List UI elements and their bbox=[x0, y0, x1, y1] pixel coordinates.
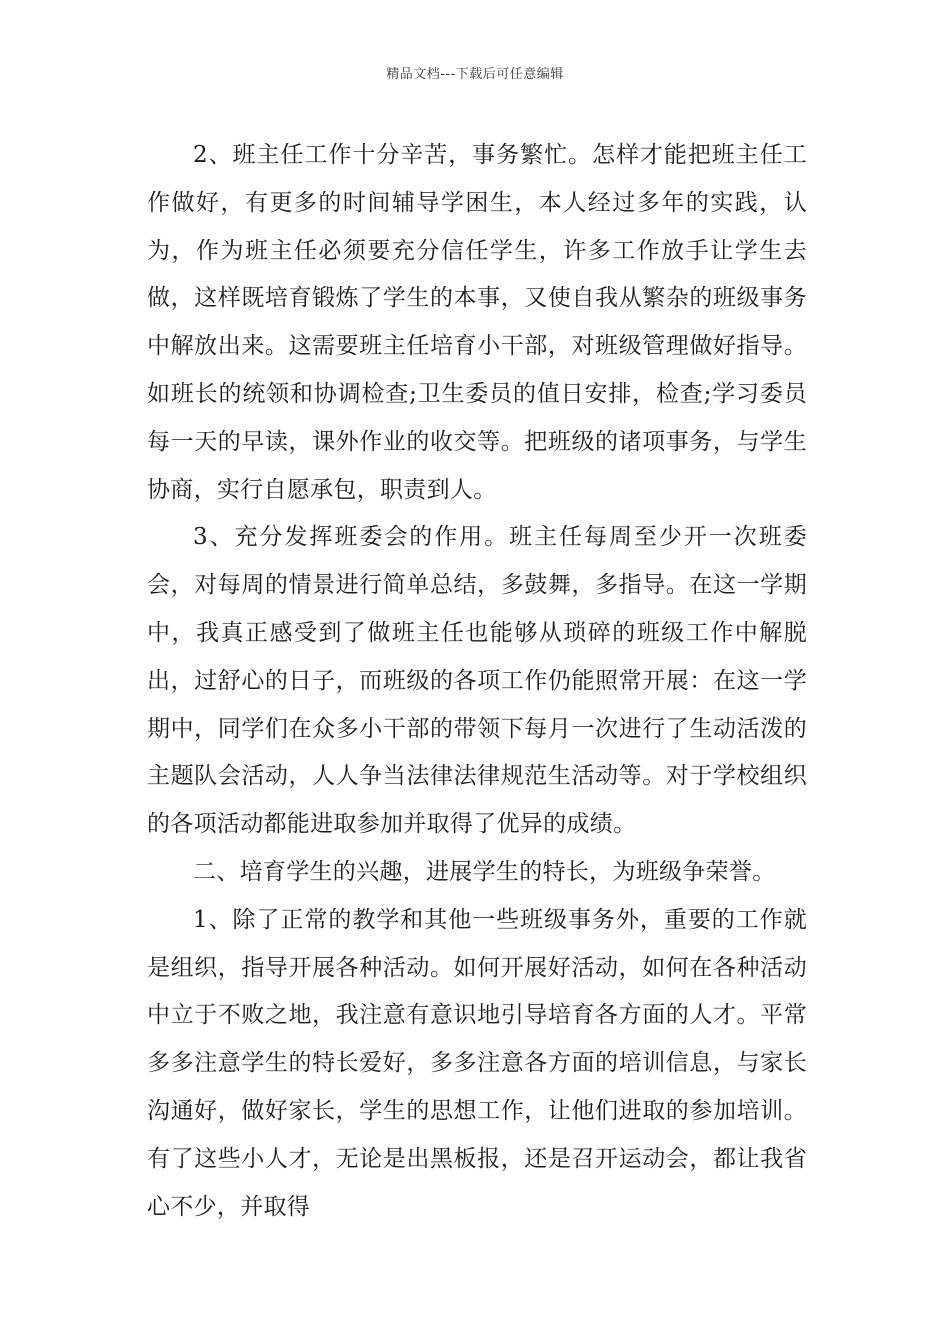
document-body bbox=[147, 132, 807, 1231]
paragraph-class-committee: 3、充分发挥班委会的作用。班主任每周至少开一次班委会，对每周的情景进行简单总结，多鼓舞，多指导。在这一学期中，我真正感受到了做班主任也能够从琐碎的班级工作中解脱出，过舒心的日子，而班级的各项工作仍能照常开展：在这一学期中，同学们在众多小干部的带领下每月一次进行了生动活泼的主题队会活动，人人争当法律法律规范生活动等。对于学校组织的各项活动都能进取参加并取得了优异的成绩。 bbox=[147, 524, 807, 838]
paragraph-activities: 1、除了正常的教学和其他一些班级事务外，重要的工作就是组织，指导开展各种活动。如何开展好活动，如何在各种活动中立于不败之地，我注意有意识地引导培育各方面的人才。平常多多注意学生的特长爱好，多多注意各方面的培训信息，与家长沟通好，做好家长，学生的思想工作，让他们进取的参加培训。有了这些小人才，无论是出黑板报，还是召开运动会，都让我省心不少，并取得 bbox=[147, 906, 807, 1220]
page-header: 精品文档---下载后可任意编辑 bbox=[386, 67, 564, 82]
paragraph-class-cadre: 2、班主任工作十分辛苦，事务繁忙。怎样才能把班主任工作做好，有更多的时间辅导学困生，本人经过多年的实践，认为，作为班主任必须要充分信任学生，许多工作放手让学生去做，这样既培育锻炼了学生的本事，又使自我从繁杂的班级事务中解放出来。这需要班主任培育小干部，对班级管理做好指导。如班长的统领和协调检查;卫生委员的值日安排，检查;学习委员每一天的早读，课外作业的收交等。把班级的诸项事务，与学生协商，实行自愿承包，职责到人。 bbox=[147, 142, 807, 503]
section-heading-interests: 二、培育学生的兴趣，进展学生的特长，为班级争荣誉。 bbox=[193, 858, 776, 885]
